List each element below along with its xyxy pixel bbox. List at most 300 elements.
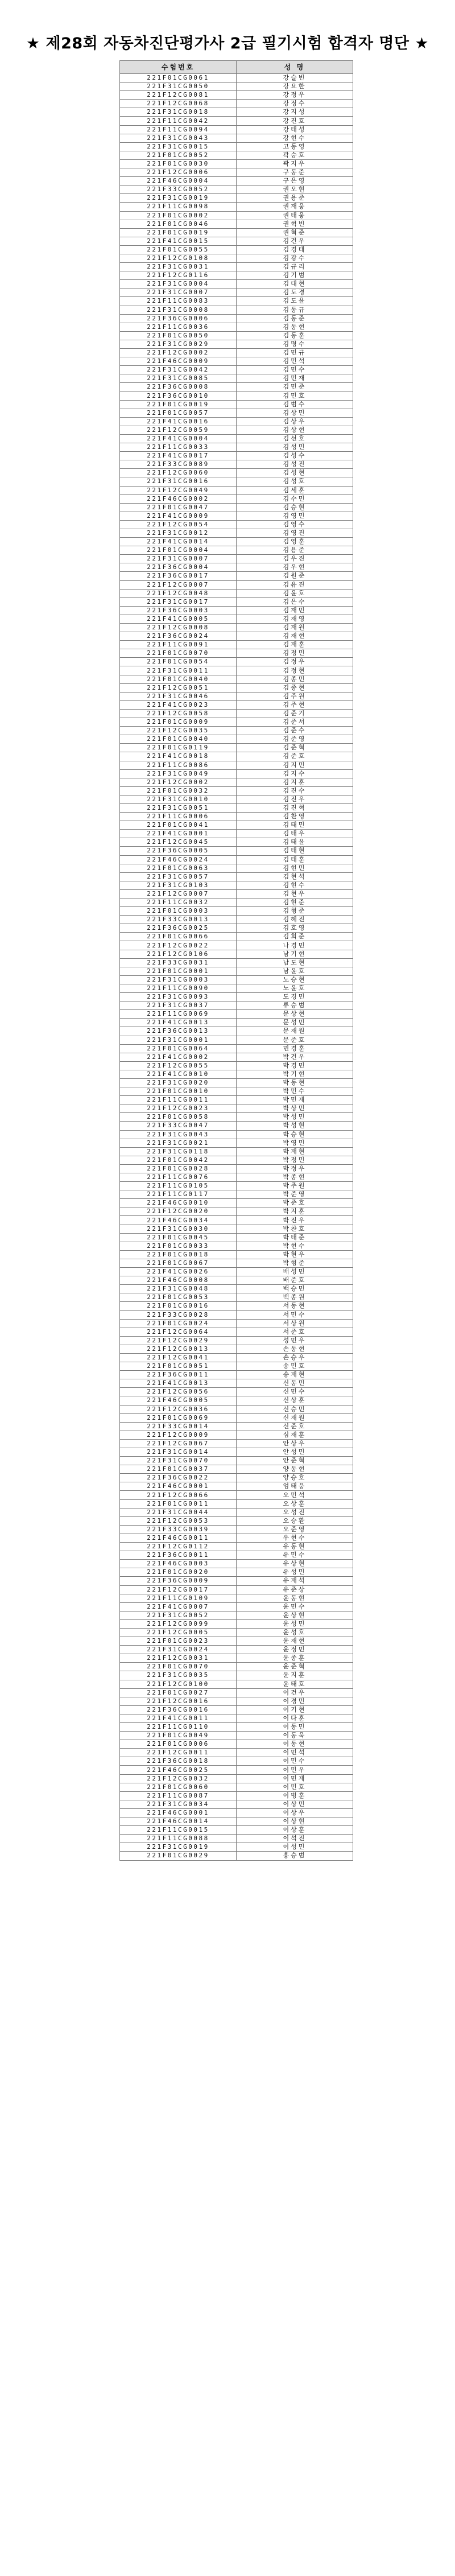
exam-number-cell: 221F46CG0008 <box>120 1276 237 1285</box>
table-row <box>120 211 353 220</box>
candidate-name-cell: 박준영 <box>237 1190 353 1199</box>
exam-number-cell: 221F12CG0017 <box>120 1585 237 1594</box>
exam-number-cell: 221F01CG0040 <box>120 735 237 744</box>
table-row <box>120 108 353 117</box>
exam-number-cell: 221F01CG0067 <box>120 1259 237 1267</box>
candidate-name-cell: 김성호 <box>237 477 353 486</box>
candidate-name-cell: 윤재현 <box>237 1637 353 1646</box>
exam-number-cell: 221F31CG0001 <box>120 1036 237 1044</box>
exam-number-cell: 221F12CG0116 <box>120 271 237 280</box>
candidate-name-cell: 김현민 <box>237 864 353 872</box>
candidate-name-cell: 김규리 <box>237 263 353 271</box>
exam-number-cell: 221F11CG0069 <box>120 1010 237 1019</box>
candidate-name-cell: 김동훈 <box>237 331 353 340</box>
exam-number-cell: 221F01CG0032 <box>120 786 237 795</box>
table-row <box>120 1396 353 1405</box>
table-row <box>120 520 353 529</box>
table-row <box>120 1491 353 1499</box>
exam-number-cell: 221F31CG0029 <box>120 340 237 348</box>
candidate-name-cell: 김세훈 <box>237 486 353 494</box>
table-row <box>120 1122 353 1130</box>
candidate-name-cell: 윤종훈 <box>237 1654 353 1663</box>
candidate-name-cell: 박현수 <box>237 1242 353 1250</box>
candidate-name-cell: 서준호 <box>237 1328 353 1336</box>
candidate-name-cell: 오승환 <box>237 1516 353 1525</box>
exam-number-cell: 221F12CG0029 <box>120 1336 237 1345</box>
exam-number-cell: 221F01CG0003 <box>120 907 237 916</box>
exam-number-cell: 221F31CG0018 <box>120 108 237 117</box>
candidate-name-cell: 배준호 <box>237 1276 353 1285</box>
exam-number-cell: 221F12CG0048 <box>120 589 237 597</box>
exam-number-cell: 221F11CG0117 <box>120 1190 237 1199</box>
table-row <box>120 1800 353 1808</box>
exam-number-cell: 221F31CG0012 <box>120 529 237 537</box>
candidate-name-cell: 박종현 <box>237 1173 353 1182</box>
exam-number-cell: 221F41CG0002 <box>120 1053 237 1061</box>
exam-number-cell: 221F36CG0003 <box>120 606 237 615</box>
table-row <box>120 1113 353 1122</box>
table-row <box>120 1199 353 1207</box>
candidate-name-cell: 신민수 <box>237 1388 353 1396</box>
candidate-name-cell: 권혁준 <box>237 228 353 237</box>
header-name: 성 명 <box>237 61 353 74</box>
candidate-name-cell: 김진우 <box>237 795 353 803</box>
table-row <box>120 74 353 83</box>
candidate-name-cell: 오민석 <box>237 1491 353 1499</box>
table-row <box>120 1096 353 1104</box>
exam-number-cell: 221F46CG0011 <box>120 1534 237 1542</box>
table-row <box>120 1534 353 1542</box>
table-row <box>120 847 353 855</box>
table-row <box>120 417 353 426</box>
exam-number-cell: 221F41CG0010 <box>120 1070 237 1078</box>
exam-number-cell: 221F12CG0035 <box>120 727 237 735</box>
exam-number-cell: 221F36CG0018 <box>120 1757 237 1766</box>
exam-number-cell: 221F01CG0119 <box>120 744 237 752</box>
candidate-name-cell: 김민규 <box>237 349 353 357</box>
table-row <box>120 1808 353 1817</box>
exam-number-cell: 221F01CG0041 <box>120 821 237 830</box>
exam-number-cell: 221F12CG0108 <box>120 254 237 262</box>
table-row <box>120 658 353 666</box>
exam-number-cell: 221F01CG0054 <box>120 658 237 666</box>
exam-number-cell: 221F01CG0019 <box>120 400 237 409</box>
table-row <box>120 1654 353 1663</box>
table-row <box>120 727 353 735</box>
table-row <box>120 967 353 975</box>
table-row <box>120 916 353 924</box>
table-row <box>120 692 353 700</box>
exam-number-cell: 221F31CG0034 <box>120 1800 237 1808</box>
candidate-name-cell: 박재현 <box>237 1147 353 1156</box>
table-row <box>120 1688 353 1697</box>
exam-number-cell: 221F31CG0014 <box>120 1448 237 1457</box>
table-row <box>120 752 353 761</box>
table-row <box>120 1852 353 1860</box>
candidate-name-cell: 김현수 <box>237 881 353 889</box>
table-row <box>120 1757 353 1766</box>
exam-number-cell: 221F46CG0025 <box>120 1766 237 1774</box>
exam-number-cell: 221F31CG0048 <box>120 1285 237 1293</box>
exam-number-cell: 221F01CG0001 <box>120 967 237 975</box>
exam-number-cell: 221F41CG0018 <box>120 752 237 761</box>
candidate-name-cell: 곽지우 <box>237 159 353 168</box>
candidate-name-cell: 강정수 <box>237 100 353 108</box>
candidate-name-cell: 김정우 <box>237 658 353 666</box>
table-row <box>120 503 353 512</box>
table-row <box>120 821 353 830</box>
candidate-name-cell: 김명수 <box>237 340 353 348</box>
candidate-name-cell: 이석진 <box>237 1835 353 1843</box>
exam-number-cell: 221F31CG0049 <box>120 769 237 778</box>
table-row <box>120 1482 353 1491</box>
exam-number-cell: 221F33CG0014 <box>120 1422 237 1431</box>
exam-number-cell: 221F01CG0046 <box>120 220 237 228</box>
candidate-name-cell: 안준혁 <box>237 1457 353 1465</box>
exam-number-cell: 221F31CG0052 <box>120 1611 237 1619</box>
candidate-name-cell: 김범수 <box>237 400 353 409</box>
table-row <box>120 872 353 881</box>
exam-number-cell: 221F01CG0011 <box>120 1499 237 1508</box>
exam-number-cell: 221F31CG0011 <box>120 666 237 675</box>
exam-number-cell: 221F46CG0024 <box>120 855 237 864</box>
table-row <box>120 1474 353 1482</box>
table-row <box>120 1448 353 1457</box>
table-row <box>120 1087 353 1096</box>
exam-number-cell: 221F46CG0002 <box>120 494 237 503</box>
candidate-name-cell: 강정우 <box>237 91 353 100</box>
candidate-name-cell: 엄태웅 <box>237 1482 353 1491</box>
table-row <box>120 1646 353 1654</box>
candidate-name-cell: 김영훈 <box>237 538 353 546</box>
table-row <box>120 1173 353 1182</box>
candidate-name-cell: 박찬호 <box>237 1225 353 1233</box>
candidate-name-cell: 권오현 <box>237 186 353 194</box>
candidate-name-cell: 김성수 <box>237 452 353 460</box>
candidate-name-cell: 성민우 <box>237 1336 353 1345</box>
candidate-name-cell: 이민수 <box>237 1757 353 1766</box>
exam-number-cell: 221F31CG0024 <box>120 1646 237 1654</box>
exam-number-cell: 221F01CG0020 <box>120 1568 237 1577</box>
candidate-name-cell: 박영민 <box>237 1139 353 1147</box>
exam-number-cell: 221F46CG0003 <box>120 1560 237 1568</box>
candidate-name-cell: 김성진 <box>237 460 353 469</box>
exam-number-cell: 221F31CG0007 <box>120 555 237 563</box>
table-row <box>120 718 353 727</box>
table-row <box>120 744 353 752</box>
candidate-name-cell: 권재웅 <box>237 203 353 211</box>
exam-number-cell: 221F12CG0112 <box>120 1543 237 1551</box>
candidate-name-cell: 김영민 <box>237 512 353 520</box>
table-row <box>120 1705 353 1714</box>
exam-number-cell: 221F01CG0027 <box>120 1688 237 1697</box>
candidate-name-cell: 김태윤 <box>237 838 353 847</box>
exam-number-cell: 221F46CG0014 <box>120 1817 237 1826</box>
table-row <box>120 237 353 245</box>
table-row <box>120 1353 353 1362</box>
exam-number-cell: 221F01CG0049 <box>120 1732 237 1740</box>
candidate-name-cell: 김종민 <box>237 675 353 683</box>
table-row <box>120 1568 353 1577</box>
exam-number-cell: 221F31CG0019 <box>120 1843 237 1852</box>
table-row <box>120 1680 353 1688</box>
exam-number-cell: 221F12CG0016 <box>120 1697 237 1705</box>
table-row <box>120 683 353 692</box>
table-row <box>120 1602 353 1611</box>
table-row <box>120 186 353 194</box>
table-row <box>120 615 353 623</box>
table-row <box>120 452 353 460</box>
candidate-name-cell: 박건우 <box>237 1053 353 1061</box>
exam-number-cell: 221F41CG0013 <box>120 1019 237 1027</box>
exam-number-cell: 221F46CG0001 <box>120 1808 237 1817</box>
exam-number-cell: 221F36CG0005 <box>120 847 237 855</box>
exam-number-cell: 221F01CG0018 <box>120 1250 237 1259</box>
table-row <box>120 1499 353 1508</box>
table-row <box>120 374 353 383</box>
table-row <box>120 1508 353 1516</box>
table-row <box>120 941 353 950</box>
table-row <box>120 1061 353 1070</box>
candidate-name-cell: 박경민 <box>237 1061 353 1070</box>
exam-number-cell: 221F11CG0088 <box>120 1835 237 1843</box>
exam-number-cell: 221F12CG0051 <box>120 683 237 692</box>
candidate-name-cell: 김지훈 <box>237 778 353 786</box>
exam-number-cell: 221F12CG0007 <box>120 889 237 898</box>
exam-number-cell: 221F12CG0060 <box>120 469 237 477</box>
exam-number-cell: 221F36CG0009 <box>120 1577 237 1585</box>
candidate-name-cell: 박준호 <box>237 1199 353 1207</box>
exam-number-cell: 221F11CG0086 <box>120 761 237 769</box>
exam-number-cell: 221F12CG0106 <box>120 950 237 958</box>
exam-number-cell: 221F01CG0028 <box>120 1164 237 1173</box>
table-row <box>120 813 353 821</box>
table-row <box>120 83 353 91</box>
candidate-name-cell: 김영수 <box>237 520 353 529</box>
candidate-name-cell: 안성민 <box>237 1448 353 1457</box>
exam-number-cell: 221F31CG0004 <box>120 280 237 288</box>
candidate-name-cell: 윤정민 <box>237 1646 353 1654</box>
candidate-name-cell: 강현수 <box>237 134 353 142</box>
candidate-name-cell: 송민호 <box>237 1362 353 1371</box>
table-row <box>120 409 353 417</box>
candidate-name-cell: 우현수 <box>237 1534 353 1542</box>
table-row <box>120 443 353 452</box>
candidate-name-cell: 김우현 <box>237 563 353 572</box>
candidate-name-cell: 박태준 <box>237 1233 353 1242</box>
exam-number-cell: 221F31CG0043 <box>120 1130 237 1139</box>
table-row <box>120 357 353 366</box>
table-row <box>120 529 353 537</box>
table-row <box>120 572 353 580</box>
table-row <box>120 263 353 271</box>
exam-number-cell: 221F01CG0052 <box>120 151 237 159</box>
exam-number-cell: 221F41CG0026 <box>120 1268 237 1276</box>
exam-number-cell: 221F36CG0025 <box>120 924 237 933</box>
exam-number-cell: 221F31CG0103 <box>120 881 237 889</box>
table-row <box>120 1388 353 1396</box>
candidate-name-cell: 송재현 <box>237 1371 353 1379</box>
candidate-name-cell: 고동영 <box>237 142 353 151</box>
candidate-name-cell: 김승현 <box>237 503 353 512</box>
table-row <box>120 1242 353 1250</box>
table-row <box>120 1791 353 1800</box>
table-row <box>120 469 353 477</box>
table-row <box>120 735 353 744</box>
exam-number-cell: 221F33CG0028 <box>120 1310 237 1319</box>
table-row <box>120 1774 353 1783</box>
table-row <box>120 1577 353 1585</box>
exam-number-cell: 221F12CG0055 <box>120 1061 237 1070</box>
candidate-name-cell: 윤태호 <box>237 1680 353 1688</box>
table-row <box>120 1302 353 1310</box>
table-row <box>120 366 353 374</box>
exam-number-cell: 221F12CG0013 <box>120 1345 237 1353</box>
table-row <box>120 1328 353 1336</box>
table-row <box>120 649 353 658</box>
exam-number-cell: 221F12CG0011 <box>120 1749 237 1757</box>
exam-number-cell: 221F33CG0039 <box>120 1525 237 1534</box>
candidate-name-cell: 유민수 <box>237 1551 353 1560</box>
table-row <box>120 306 353 314</box>
candidate-name-cell: 김준호 <box>237 752 353 761</box>
table-row <box>120 1053 353 1061</box>
table-row <box>120 1413 353 1422</box>
exam-number-cell: 221F01CG0019 <box>120 228 237 237</box>
candidate-name-cell: 문재원 <box>237 1027 353 1036</box>
exam-number-cell: 221F31CG0046 <box>120 692 237 700</box>
exam-number-cell: 221F31CG0017 <box>120 597 237 606</box>
candidate-name-cell: 신재원 <box>237 1413 353 1422</box>
exam-number-cell: 221F11CG0105 <box>120 1182 237 1190</box>
candidate-name-cell: 강지성 <box>237 108 353 117</box>
candidate-name-cell: 김상민 <box>237 409 353 417</box>
table-row <box>120 1783 353 1791</box>
table-row <box>120 254 353 262</box>
exam-number-cell: 221F12CG0049 <box>120 486 237 494</box>
table-row <box>120 426 353 434</box>
candidate-name-cell: 문성민 <box>237 1019 353 1027</box>
exam-number-cell: 221F12CG0045 <box>120 838 237 847</box>
exam-number-cell: 221F41CG0015 <box>120 237 237 245</box>
candidate-name-cell: 김정민 <box>237 649 353 658</box>
table-row <box>120 1371 353 1379</box>
exam-number-cell: 221F12CG0081 <box>120 91 237 100</box>
candidate-name-cell: 손승우 <box>237 1353 353 1362</box>
table-row <box>120 1019 353 1027</box>
candidate-name-cell: 김기범 <box>237 271 353 280</box>
exam-number-cell: 221F01CG0045 <box>120 1233 237 1242</box>
candidate-name-cell: 유상현 <box>237 1560 353 1568</box>
table-row <box>120 1439 353 1448</box>
table-row <box>120 1543 353 1551</box>
candidate-name-cell: 배성민 <box>237 1268 353 1276</box>
exam-number-cell: 221F01CG0030 <box>120 159 237 168</box>
table-row <box>120 624 353 632</box>
exam-number-cell: 221F46CG0001 <box>120 1482 237 1491</box>
candidate-name-cell: 신승민 <box>237 1405 353 1413</box>
candidate-name-cell: 박상민 <box>237 1104 353 1113</box>
candidate-name-cell: 김은수 <box>237 597 353 606</box>
exam-number-cell: 221F33CG0089 <box>120 460 237 469</box>
candidate-name-cell: 권용준 <box>237 194 353 203</box>
table-row <box>120 1285 353 1293</box>
table-row <box>120 1551 353 1560</box>
table-row <box>120 1723 353 1732</box>
table-row <box>120 1156 353 1164</box>
exam-number-cell: 221F31CG0020 <box>120 1078 237 1087</box>
table-row <box>120 881 353 889</box>
exam-number-cell: 221F41CG0014 <box>120 538 237 546</box>
exam-number-cell: 221F12CG0007 <box>120 580 237 589</box>
candidate-name-cell: 백승민 <box>237 1285 353 1293</box>
table-row <box>120 709 353 718</box>
exam-number-cell: 221F31CG0030 <box>120 1225 237 1233</box>
exam-number-cell: 221F11CG0036 <box>120 323 237 331</box>
table-row <box>120 340 353 348</box>
exam-number-cell: 221F31CG0085 <box>120 374 237 383</box>
exam-number-cell: 221F01CG0040 <box>120 675 237 683</box>
table-row <box>120 1276 353 1285</box>
candidate-name-cell: 김민수 <box>237 366 353 374</box>
table-row <box>120 1104 353 1113</box>
candidate-name-cell: 김재훈 <box>237 641 353 649</box>
table-row <box>120 486 353 494</box>
candidate-name-cell: 김건우 <box>237 237 353 245</box>
table-row <box>120 434 353 443</box>
candidate-name-cell: 김대현 <box>237 280 353 288</box>
candidate-name-cell: 박민수 <box>237 1087 353 1096</box>
table-row <box>120 1147 353 1156</box>
exam-number-cell: 221F33CG0031 <box>120 958 237 967</box>
table-row <box>120 1714 353 1722</box>
table-row <box>120 675 353 683</box>
candidate-name-cell: 김동현 <box>237 323 353 331</box>
exam-number-cell: 221F12CG0005 <box>120 1628 237 1637</box>
candidate-name-cell: 김주현 <box>237 700 353 709</box>
candidate-name-cell: 이민우 <box>237 1766 353 1774</box>
table-row <box>120 975 353 984</box>
table-row <box>120 331 353 340</box>
table-row <box>120 1843 353 1852</box>
table-row <box>120 314 353 323</box>
table-row <box>120 1130 353 1139</box>
table-row <box>120 1293 353 1302</box>
table-row <box>120 349 353 357</box>
candidate-name-cell: 이상현 <box>237 1817 353 1826</box>
table-row <box>120 1766 353 1774</box>
candidate-name-cell: 손동현 <box>237 1345 353 1353</box>
candidate-name-cell: 김영진 <box>237 529 353 537</box>
exam-number-cell: 221F01CG0029 <box>120 1852 237 1860</box>
exam-number-cell: 221F11CG0087 <box>120 1791 237 1800</box>
candidate-name-cell: 이경민 <box>237 1697 353 1705</box>
table-row <box>120 1027 353 1036</box>
candidate-name-cell: 김혜진 <box>237 916 353 924</box>
table-row <box>120 546 353 555</box>
table-row <box>120 1749 353 1757</box>
table-row <box>120 1225 353 1233</box>
table-row <box>120 1044 353 1053</box>
candidate-name-cell: 박형준 <box>237 1259 353 1267</box>
exam-number-cell: 221F36CG0011 <box>120 1551 237 1560</box>
exam-number-cell: 221F01CG0010 <box>120 1087 237 1096</box>
exam-number-cell: 221F01CG0033 <box>120 1242 237 1250</box>
candidate-name-cell: 김윤호 <box>237 589 353 597</box>
candidate-name-cell: 이민호 <box>237 1783 353 1791</box>
exam-number-cell: 221F12CG0067 <box>120 1439 237 1448</box>
candidate-name-cell: 김준혁 <box>237 744 353 752</box>
